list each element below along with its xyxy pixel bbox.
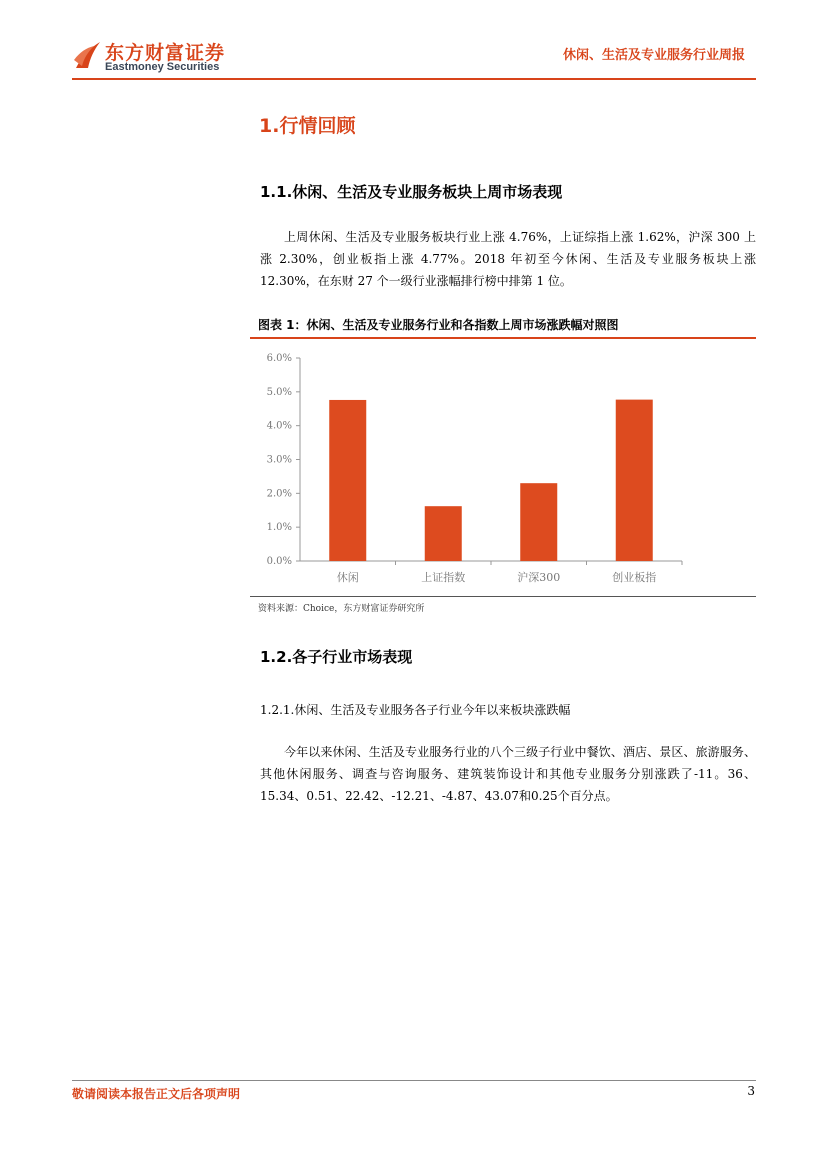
y-tick-label: 4.0% <box>266 420 292 432</box>
y-tick-label: 6.0% <box>266 353 292 364</box>
paragraph-text: 上周休闲、生活及专业服务板块行业上涨 4.76%，上证综指上涨 1.62%，沪深 300 上涨 2.30%，创业板指上涨 4.77%。2018 年初至今休闲、生活及专业服务板块上涨 12.30%，在东财 27 个一级行业涨幅排行榜中排第 1 位。 <box>260 230 756 288</box>
x-tick-label: 沪深300 <box>517 571 561 584</box>
page-number: 3 <box>747 1084 755 1098</box>
paragraph-text: 今年以来休闲、生活及专业服务行业的八个三级子行业中餐饮、酒店、景区、旅游服务、其他休闲服务、调查与咨询服务、建筑装饰设计和其他专业服务分别涨跌了-11。36、15.34、0.51、22.42、-12.21、-4.87、43.07和0.25个百分点。 <box>260 745 756 803</box>
logo-english-text: Eastmoney Securities <box>105 61 220 73</box>
y-tick-label: 5.0% <box>266 386 292 398</box>
company-logo <box>72 38 242 78</box>
y-tick-label: 2.0% <box>266 488 292 500</box>
y-tick-label: 3.0% <box>266 454 292 466</box>
figure-source: 资料来源：Choice，东方财富证券研究所 <box>258 604 425 614</box>
eastmoney-logo-icon <box>72 38 102 72</box>
x-tick-label: 创业板指 <box>612 571 657 584</box>
x-tick-label: 上证指数 <box>421 571 466 584</box>
bar <box>425 506 462 561</box>
bar <box>520 483 557 561</box>
footer-disclaimer: 敬请阅读本报告正文后各项声明 <box>72 1087 241 1101</box>
report-title: 休闲、生活及专业服务行业周报 <box>562 48 745 63</box>
bar <box>616 400 653 561</box>
logo-chinese-text: 东方财富证券 <box>105 42 226 64</box>
section-1-heading: 1.行情回顾 <box>259 115 356 137</box>
figure-1-title: 图表 1：休闲、生活及专业服务行业和各指数上周市场涨跌幅对照图 <box>258 318 619 332</box>
figure-top-rule <box>250 337 756 339</box>
bar-chart <box>250 340 756 595</box>
bar <box>329 400 366 561</box>
section-1-2-heading: 1.2.各子行业市场表现 <box>260 648 413 666</box>
figure-bottom-rule <box>250 596 756 597</box>
section-1-2-1-paragraph <box>260 741 756 807</box>
y-tick-label: 0.0% <box>266 556 292 567</box>
section-1-2-1-heading: 1.2.1.休闲、生活及专业服务各子行业今年以来板块涨跌幅 <box>260 703 571 717</box>
section-1-1-paragraph <box>260 226 756 292</box>
section-1-1-heading: 1.1.休闲、生活及专业服务板块上周市场表现 <box>260 183 563 201</box>
footer-divider <box>72 1080 756 1081</box>
header-divider <box>72 78 756 80</box>
y-tick-label: 1.0% <box>266 522 292 534</box>
x-tick-label: 休闲 <box>336 571 359 584</box>
